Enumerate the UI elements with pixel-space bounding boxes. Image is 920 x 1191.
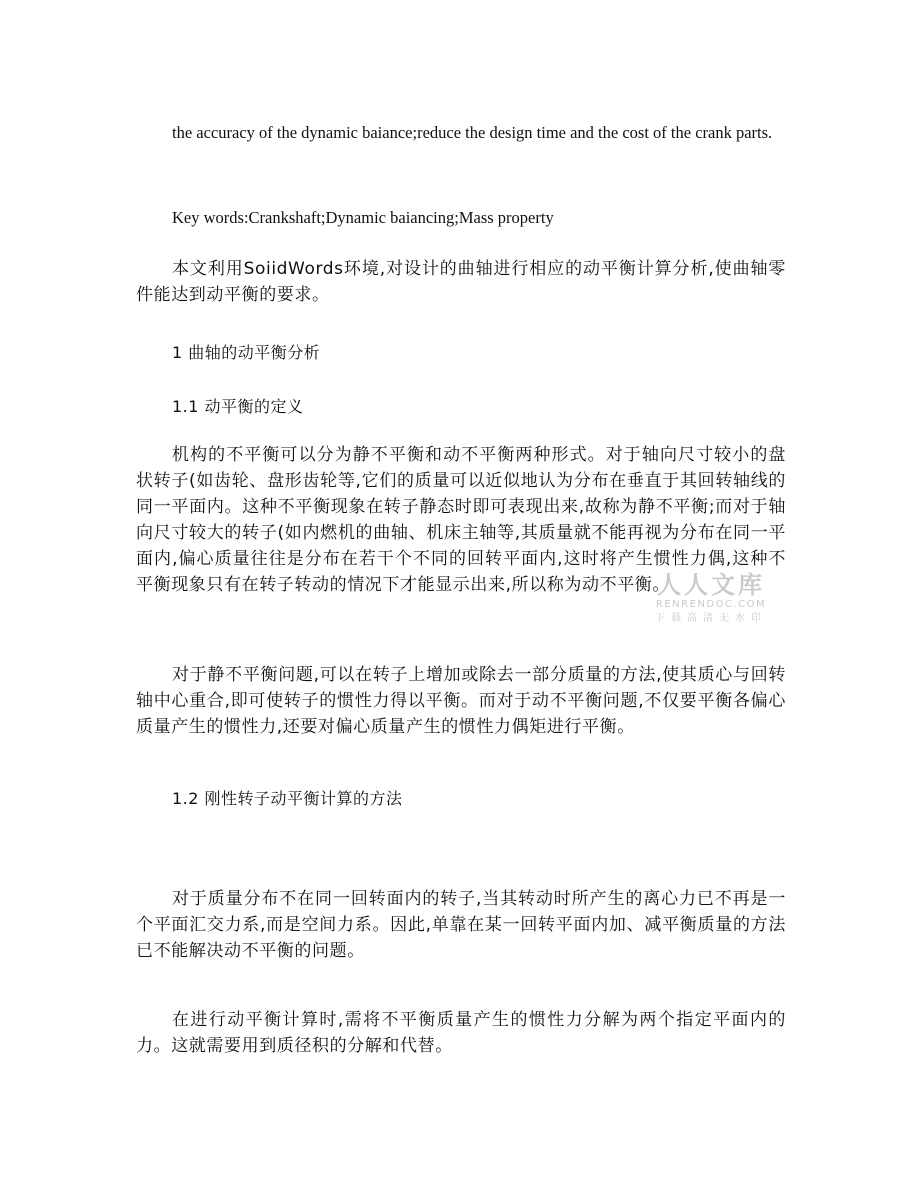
static-balance-paragraph: 对于静不平衡问题,可以在转子上增加或除去一部分质量的方法,使其质心与回转轴中心重合,即可使转子的惯性力得以平衡。而对于动不平衡问题,不仅要平衡各偏心质量产生的惯性力,还要对偏心质量产生的惯性力偶矩进行平衡。: [136, 665, 786, 737]
section-1-2-heading: 1.2 刚性转子动平衡计算的方法: [172, 789, 403, 808]
spatial-force-paragraph: 对于质量分布不在同一回转面内的转子,当其转动时所产生的离心力已不再是一个平面汇交力系,而是空间力系。因此,单靠在某一回转平面内加、减平衡质量的方法已不能解决动不平衡的问题。: [136, 889, 786, 961]
intro-paragraph: 本文利用SoiidWords环境,对设计的曲轴进行相应的动平衡计算分析,使曲轴零件能达到动平衡的要求。: [136, 259, 786, 305]
watermark-domain: RENRENDOC.COM: [655, 599, 767, 610]
definition-paragraph: 机构的不平衡可以分为静不平衡和动不平衡两种形式。对于轴向尺寸较小的盘状转子(如齿轮、盘形齿轮等,它们的质量可以近似地认为分布在垂直于其回转轴线的同一平面内。这种不平衡现象在转子静态时即可表现出来,故称为静不平衡;而对于轴向尺寸较大的转子(如内燃机的曲轴、机床主轴等,其质量就不能再视为分布在同一平面内,偏心质量往往是分布在若干个不同的回转平面内,这时将产生惯性力偶,这种不平衡现象只有在转子转动的情况下才能显示出来,所以称为动不平衡。: [136, 445, 786, 595]
watermark-slogan: 下载高清无水印: [655, 613, 767, 624]
section-1-heading: 1 曲轴的动平衡分析: [172, 343, 321, 362]
abstract-end-paragraph: the accuracy of the dynamic baiance;reduce the design time and the cost of the crank parts.: [172, 123, 773, 142]
section-1-1-heading: 1.1 动平衡的定义: [172, 397, 304, 416]
watermark-title: 人人文库: [657, 570, 765, 599]
keywords-paragraph: Key words:Crankshaft;Dynamic baiancing;Mass property: [172, 208, 554, 227]
decomposition-paragraph: 在进行动平衡计算时,需将不平衡质量产生的惯性力分解为两个指定平面内的力。这就需要用到质径积的分解和代替。: [136, 1010, 786, 1056]
